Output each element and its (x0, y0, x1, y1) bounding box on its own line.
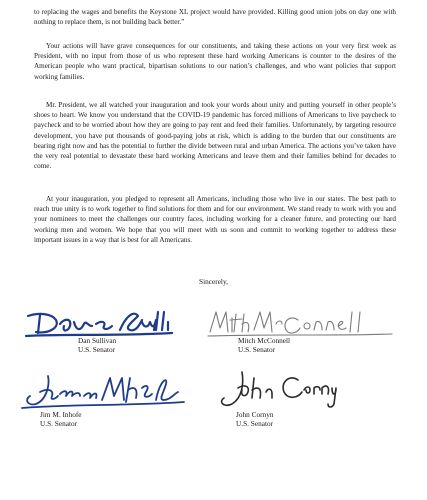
body-paragraph-4: At your inauguration, you pledged to represent all Americans, including those who live in our states. The best path to reach true unity is to work together to find solutions for them and for our environment. We stand ready to work with you and your nominees to meet the challenges our country faces, including working for a cleaner future, and protecting our hard working men and women. We hope that you will meet with us soon and commit to working together to address these important issues in a way that is best for all Americans. (34, 195, 396, 244)
signatory-name: John Cornyn (236, 410, 274, 419)
signatory-name: Dan Sullivan (78, 336, 117, 345)
signature-mcconnell-image (206, 308, 396, 340)
signature-inhofe-image (18, 370, 188, 412)
signatory-name: Mitch McConnell (238, 336, 291, 345)
signature-sullivan-image (22, 306, 182, 340)
body-paragraph-2: Your actions will have grave consequences for our constituents, and taking these actions on your very first week as President, with no input from those of us who represent these hard working Americans is counter to the desires of the American people who want practical, bipartisan solutions to our nation’s challenges, and who want policies that support working families. (34, 42, 396, 81)
body-paragraph-3: Mr. President, we all watched your inauguration and took your words about unity and putting yourself in other people’s shoes to heart. We know you understand that the COVID-19 pandemic has forced millions of Americans to live paycheck to paycheck and to be worried about how they are going to pay rent and feed their families. Unfortunately, by targeting resource development, you have put thousands of good-paying jobs at risk, which is adding to the burden that our constituents are bearing right now and has the potential to further the divide between rural and urban America. The actions you’ve taken have the very real potential to devastate these hard working Americans and leave them and their families behind for decades to come. (34, 101, 396, 171)
signatory-title: U.S. Senator (78, 345, 116, 354)
signatory-name: Jim M. Inhofe (40, 410, 82, 419)
signature-inhofe (18, 370, 188, 412)
signatory-title: U.S. Senator (238, 345, 276, 354)
signatory-title: U.S. Senator (236, 419, 274, 428)
signatory-title: U.S. Senator (40, 419, 78, 428)
body-paragraph-1: to replacing the wages and benefits the Keystone XL project would have provided. Killing good union jobs on day one with nothing to replace them, is not building back better.” (34, 8, 396, 27)
closing-salutation: Sincerely, (199, 277, 228, 286)
signature-mcconnell (206, 308, 396, 340)
signature-cornyn (208, 368, 338, 412)
signature-cornyn-image (208, 368, 338, 412)
signature-sullivan (22, 306, 182, 340)
